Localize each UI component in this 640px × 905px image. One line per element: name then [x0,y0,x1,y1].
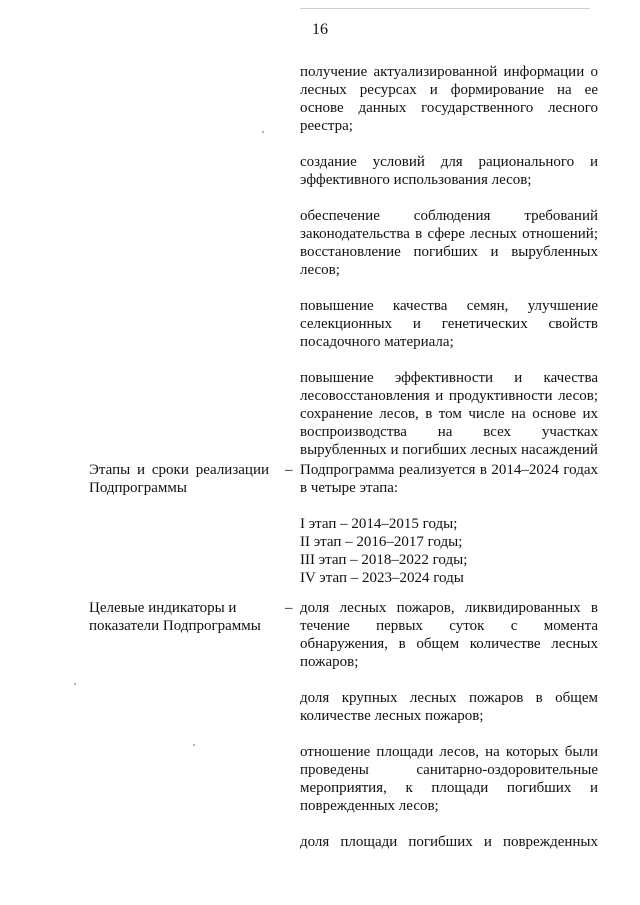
stages-label [89,461,269,497]
indicators-label-line: показатели Подпрограммы [89,618,261,634]
stages-dash: – [285,462,293,478]
scan-speck [74,683,76,685]
goals-list [300,63,598,459]
goal-item: обеспечение соблюдения требований законодательства в сфере лесных отношений; восстановление погибших и вырубленных лесов; [300,208,598,278]
goal-item: получение актуализированной информации о лесных ресурсах и формирование на ее основе данных государственного лесного реестра; [300,64,598,134]
stage-item: I этап – 2014–2015 годы; [300,516,458,532]
stages-intro: Подпрограмма реализуется в 2014–2024 годах в четыре этапа: [300,462,598,496]
indicator-item: доля крупных лесных пожаров в общем количестве лесных пожаров; [300,690,598,724]
indicator-item: доля площади погибших и поврежденных [300,834,598,850]
indicators-dash: – [285,600,293,616]
stage-item: III этап – 2018–2022 годы; [300,552,468,568]
stages-label-line: Этапы и сроки реализации [89,462,269,478]
top-scan-edge [300,8,590,9]
indicator-item: доля лесных пожаров, ликвидированных в течение первых суток с момента обнаружения, в общем количестве лесных пожаров; [300,600,598,670]
goal-item: повышение эффективности и качества лесовосстановления и продуктивности лесов; сохранение лесов, в том числе на основе их воспроизводства на всех участках вырубленных и погибших лесных насаждений [300,370,598,458]
scan-speck [193,744,195,746]
indicators-list [300,599,598,851]
goal-item: повышение качества семян, улучшение селекционных и генетических свойств посадочного материала; [300,298,598,350]
stages-label-line: Подпрограммы [89,480,187,496]
indicators-label [89,599,279,635]
stage-item: IV этап – 2023–2024 годы [300,570,464,586]
goal-item: создание условий для рационального и эффективного использования лесов; [300,154,598,188]
page-number: 16 [312,21,328,38]
stage-item: II этап – 2016–2017 годы; [300,534,463,550]
indicator-item: отношение площади лесов, на которых были проведены санитарно-оздоровительные мероприятия, к площади погибших и поврежденных лесов; [300,744,598,814]
scan-speck [262,131,264,133]
stages-content [300,461,598,587]
indicators-label-line: Целевые индикаторы и [89,600,237,616]
